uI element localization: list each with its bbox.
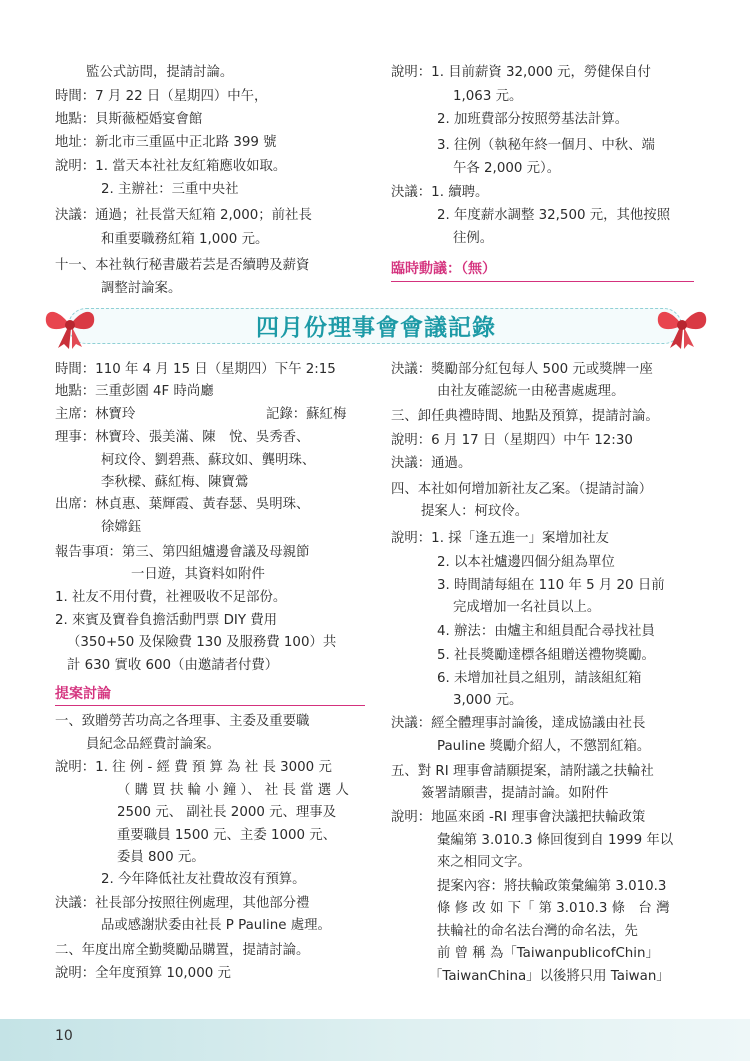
text-line: 往例。	[453, 231, 494, 246]
text-line: 條 修 改 如 下「 第 3.010.3 條 台 灣	[437, 901, 670, 916]
temp-motion-heading: 臨時動議：（無）	[391, 261, 496, 277]
footer-band	[0, 1019, 750, 1061]
text-line: 和重要職務紅箱 1,000 元。	[101, 232, 269, 247]
text-line: 李秋樑、蘇紅梅、陳寶鶯	[101, 475, 249, 490]
text-line: 提案內容：將扶輪政策彙編第 3.010.3	[437, 879, 667, 894]
text-line: 地點：貝斯薇椏婚宴會館	[55, 112, 203, 127]
text-line: 說明：1. 目前薪資 32,000 元，勞健保自付	[391, 65, 651, 80]
text-line: 決議：通過；社長當天紅箱 2,000；前社長	[55, 208, 312, 223]
text-line: Pauline 獎勵介紹人，不懲罰紅箱。	[437, 739, 651, 754]
text-line: 決議：獎勵部分紅包每人 500 元或獎牌一座	[391, 362, 653, 377]
text-line: 3. 往例（執秘年終一個月、中秋、端	[437, 138, 655, 153]
heading-underline	[391, 281, 694, 282]
text-line: 品或感謝狀委由社長 P Pauline 處理。	[101, 918, 331, 933]
text-line: 地點：三重彭園 4F 時尚廳	[55, 384, 214, 399]
text-line: 報告事項：第三、第四組爐邊會議及母親節	[55, 545, 310, 560]
text-line: 決議：經全體理事討論後，達成協議由社長	[391, 716, 646, 731]
text-line: 2. 以本社爐邊四個分組為單位	[437, 555, 615, 570]
text-line: 「TaiwanChina」以後將只用 Taiwan」	[429, 969, 670, 984]
text-line: 1,063 元。	[453, 89, 523, 104]
page-number: 10	[55, 1028, 73, 1044]
text-line: 五、對 RI 理事會請願提案，請附議之扶輪社	[391, 764, 654, 779]
text-line: 記錄：蘇紅梅	[266, 407, 347, 422]
text-line: 3. 時間請每組在 110 年 5 月 20 日前	[437, 578, 665, 593]
proposal-heading: 提案討論	[55, 686, 111, 702]
ribbon-bow-icon	[654, 300, 710, 350]
text-line: 由社友確認統一由秘書處處理。	[437, 384, 625, 399]
text-line: 委員 800 元。	[117, 850, 205, 865]
text-line: 2. 今年降低社友社費故沒有預算。	[101, 872, 306, 887]
text-line: 一日遊，其資料如附件	[131, 567, 265, 582]
text-line: 4. 辦法：由爐主和組員配合尋找社員	[437, 624, 655, 639]
text-line: 理事：林寶玲、張美滿、陳 悅、吳秀香、	[55, 430, 310, 445]
section-title-banner	[58, 300, 694, 350]
text-line: 說明：6 月 17 日（星期四）中午 12:30	[391, 433, 633, 448]
text-line: 2500 元、 副社長 2000 元、理事及	[117, 805, 337, 820]
text-line: 3,000 元。	[453, 693, 523, 708]
text-line: 時間：110 年 4 月 15 日（星期四）下午 2:15	[55, 362, 336, 377]
text-line: 二、年度出席全勤獎勵品購置，提請討論。	[55, 943, 310, 958]
text-line: （350+50 及保險費 130 及服務費 100）共	[67, 635, 337, 650]
text-line: 午各 2,000 元）。	[453, 161, 561, 176]
text-line: 彙編第 3.010.3 條回復到自 1999 年以	[437, 833, 674, 848]
text-line: 一、致贈勞苦功高之各理事、主委及重要職	[55, 714, 310, 729]
text-line: 監公式訪問，提請討論。	[86, 65, 234, 80]
text-line: （ 購 買 扶 輪 小 鐘 ）、 社 長 當 選 人	[117, 783, 349, 798]
text-line: 決議：通過。	[391, 456, 472, 471]
page-title: 四月份理事會會議記錄	[256, 315, 496, 341]
text-line: 說明：地區來函 -RI 理事會決議把扶輪政策	[391, 810, 646, 825]
text-line: 2. 主辦社：三重中央社	[101, 182, 239, 197]
text-line: 完成增加一名社員以上。	[453, 600, 601, 615]
text-line: 四、本社如何增加新社友乙案。（提請討論）	[391, 482, 653, 497]
text-line: 決議：社長部分按照往例處理，其他部分禮	[55, 896, 310, 911]
text-line: 員紀念品經費討論案。	[86, 737, 220, 752]
text-line: 計 630 實收 600（由邀請者付費）	[67, 658, 279, 673]
text-line: 提案人：柯玟伶。	[421, 504, 529, 519]
ribbon-bow-icon	[42, 300, 98, 350]
text-line: 出席：林貞惠、葉輝霞、黃春瑟、吳明珠、	[55, 497, 310, 512]
text-line: 重要職員 1500 元、主委 1000 元、	[117, 828, 337, 843]
text-line: 決議：1. 續聘。	[391, 185, 489, 200]
text-line: 說明：全年度預算 10,000 元	[55, 966, 231, 981]
text-line: 說明：1. 採「逢五進一」案增加社友	[391, 531, 609, 546]
text-line: 徐嫦鈺	[101, 520, 142, 535]
text-line: 簽署請願書，提請討論。如附件	[421, 786, 609, 801]
text-line: 說明：1. 當天本社社友紅箱應收如取。	[55, 159, 287, 174]
text-line: 1. 社友不用付費，社裡吸收不足部份。	[55, 590, 287, 605]
text-line: 2. 加班費部分按照勞基法計算。	[437, 112, 629, 127]
text-line: 時間：7 月 22 日（星期四）中午，	[55, 89, 268, 104]
text-line: 2. 年度薪水調整 32,500 元，其他按照	[437, 208, 671, 223]
text-line: 6. 未增加社員之組別，請該組紅箱	[437, 671, 642, 686]
text-line: 說明：1. 往 例 - 經 費 預 算 為 社 長 3000 元	[55, 760, 332, 775]
text-line: 5. 社長獎勵達標各組贈送禮物獎勵。	[437, 648, 655, 663]
heading-underline	[55, 705, 365, 706]
text-line: 三、卸任典禮時間、地點及預算，提請討論。	[391, 409, 659, 424]
text-line: 來之相同文字。	[437, 855, 531, 870]
text-line: 地址：新北市三重區中正北路 399 號	[55, 135, 277, 150]
text-line: 2. 來賓及寶眷負擔活動門票 DIY 費用	[55, 613, 278, 628]
text-line: 調整討論案。	[101, 281, 182, 296]
text-line: 前 曾 稱 為「TaiwanpublicofChin」	[437, 946, 659, 961]
text-line: 扶輪社的命名法台灣的命名法，先	[437, 924, 638, 939]
text-line: 柯玟伶、劉碧燕、蘇玟如、龔明珠、	[101, 453, 316, 468]
text-line: 主席：林寶玲	[55, 407, 136, 422]
text-line: 十一、本社執行秘書嚴若芸是否續聘及薪資	[55, 258, 310, 273]
